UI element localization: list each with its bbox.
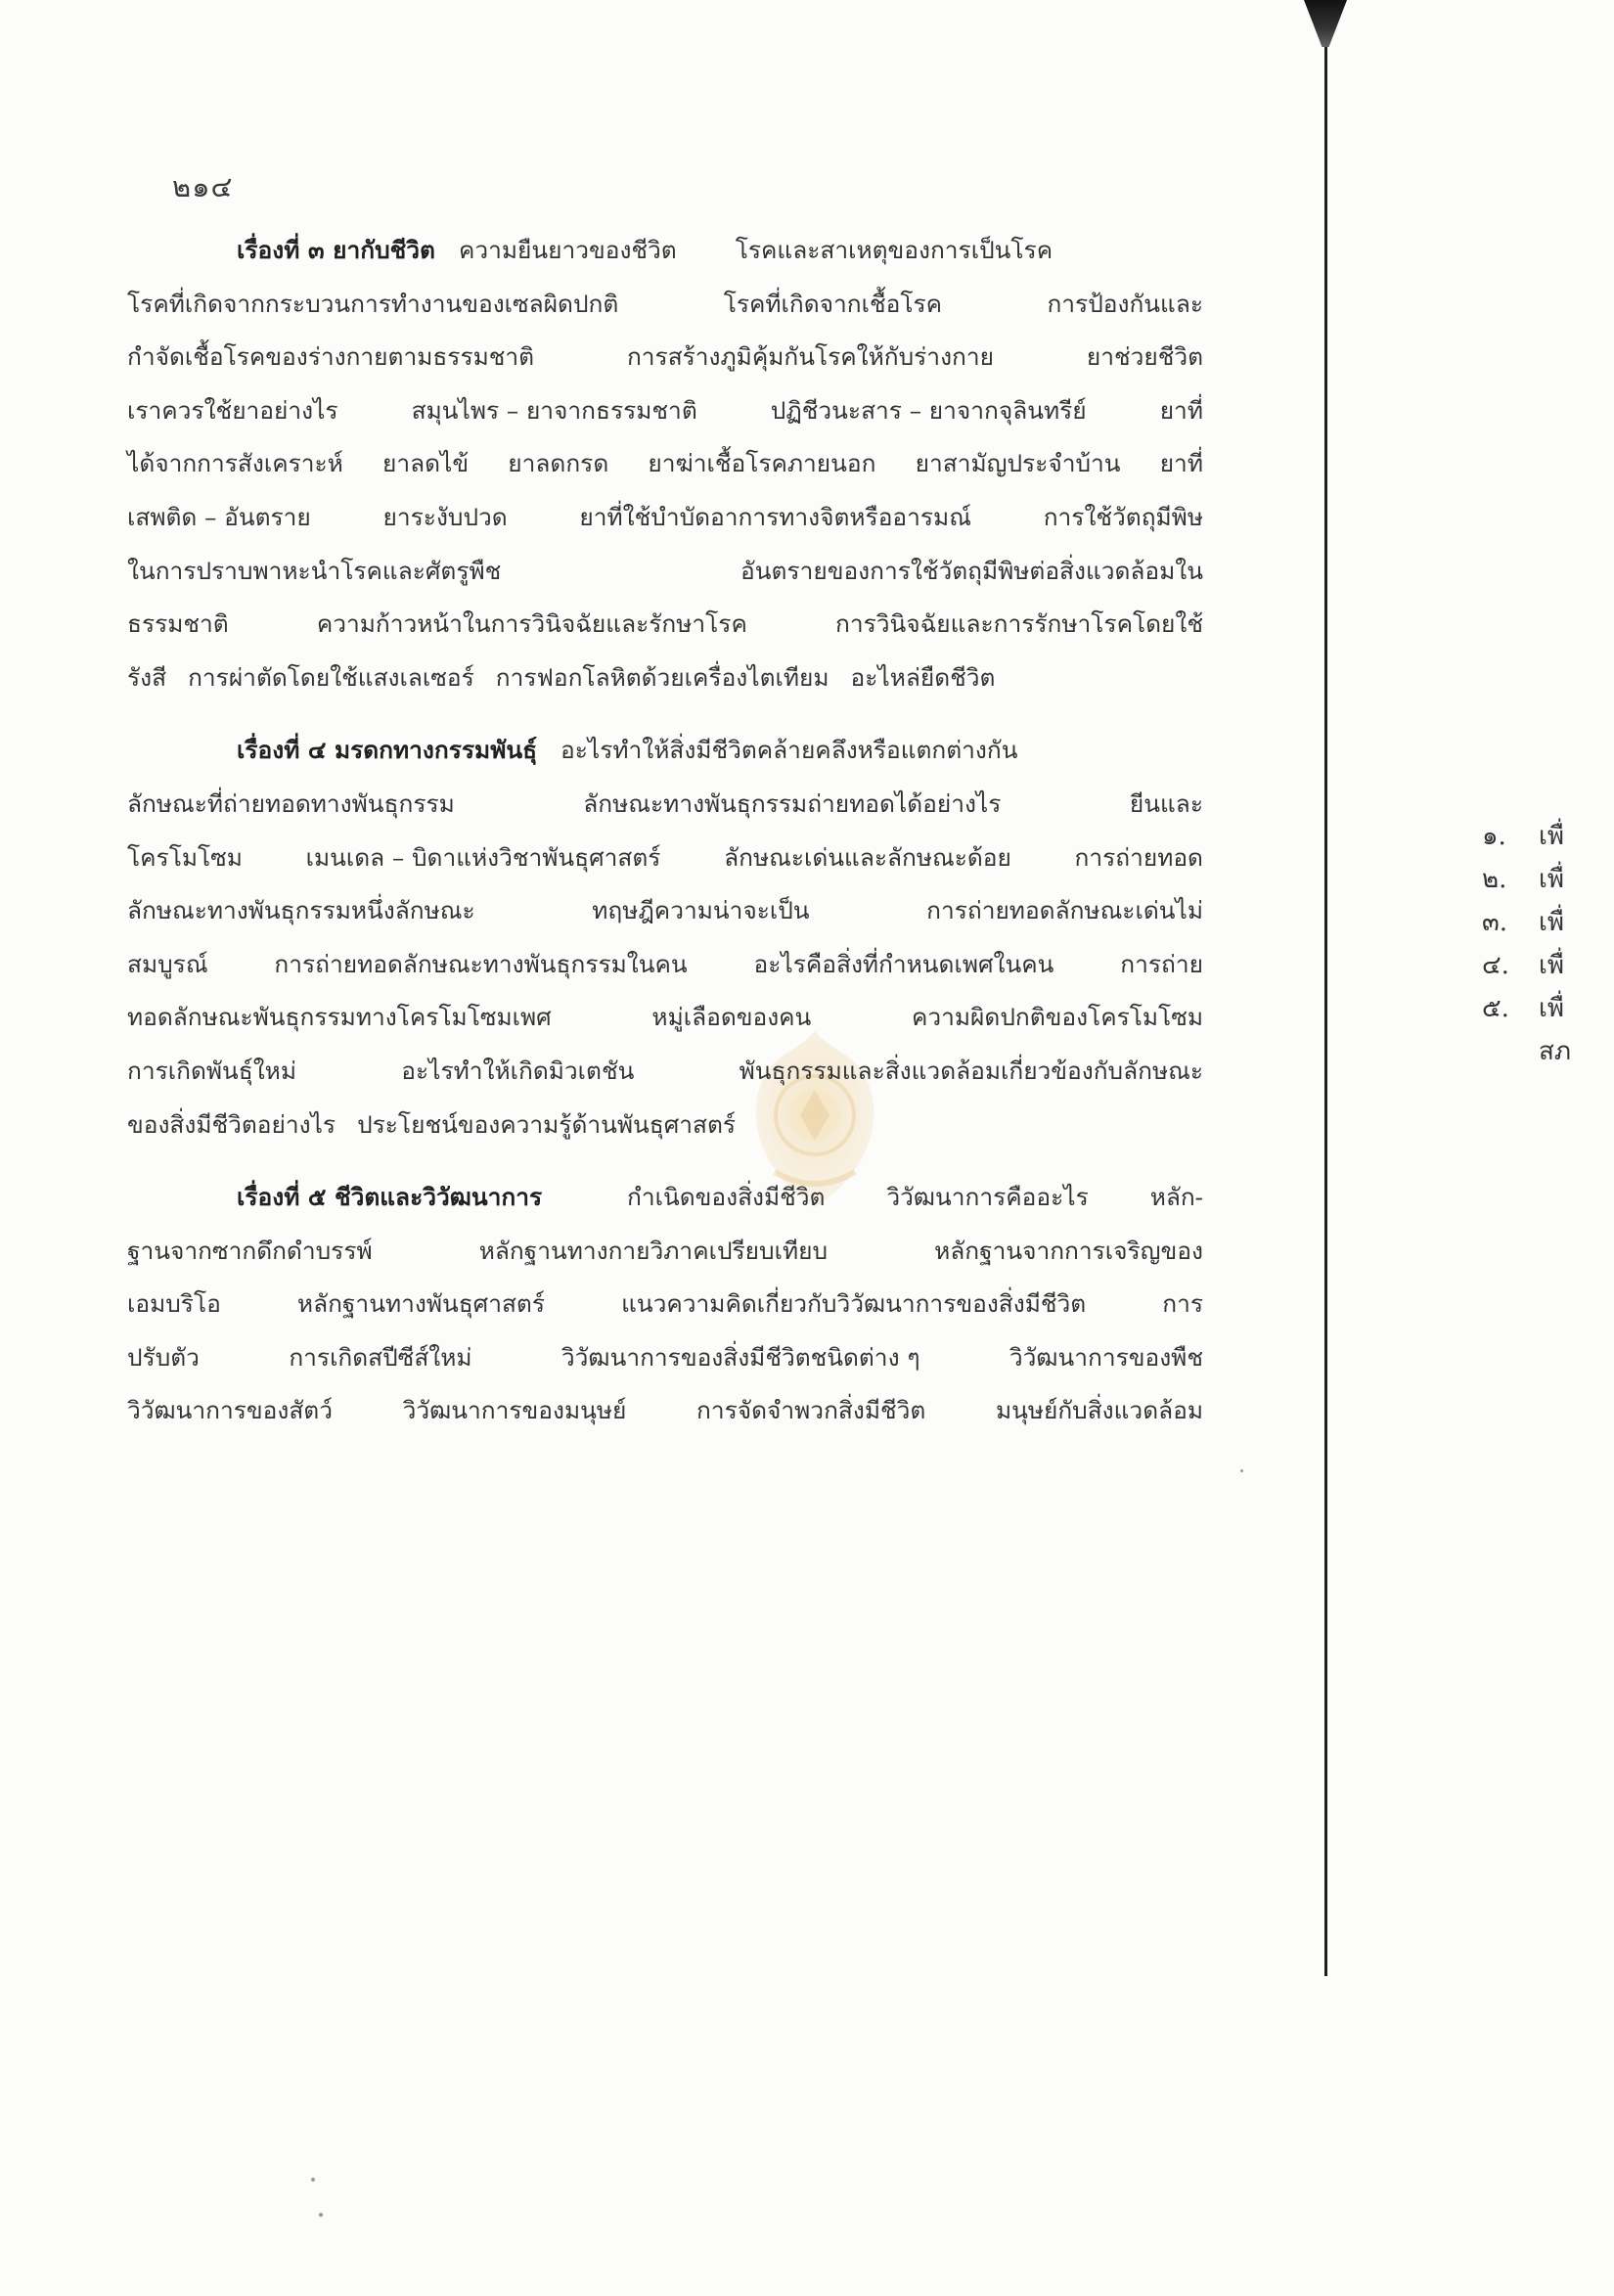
- text-segment: ของสิ่งมีชีวิตอย่างไร: [127, 1109, 336, 1139]
- list-item: [1482, 902, 1599, 945]
- list-number: ๕.: [1482, 994, 1509, 1023]
- text-segment: ยาช่วยชีวิต: [1086, 342, 1203, 372]
- text-segment: ปรับตัว: [127, 1342, 200, 1372]
- text-line: [127, 285, 1203, 338]
- text-segment: การถ่ายทอดลักษณะทางพันธุกรรมในคน: [274, 949, 688, 978]
- text-line: [127, 391, 1203, 445]
- list-text: เพื่: [1539, 822, 1565, 851]
- text-line: [127, 1284, 1203, 1338]
- text-line: [127, 605, 1203, 658]
- text-segment: หลักฐานทางกายวิภาคเปรียบเทียบ: [478, 1236, 829, 1265]
- text-segment: วิวัฒนาการของมนุษย์: [402, 1396, 627, 1425]
- text-segment: ทอดลักษณะพันธุกรรมทางโครโมโซมเพศ: [127, 1003, 552, 1032]
- section-heading: เรื่องที่ ๕ ชีวิตและวิวัฒนาการ: [237, 1183, 543, 1212]
- text-segment: การเกิดพันธุ์ใหม่: [127, 1056, 296, 1085]
- text-segment: หลัก-: [1149, 1183, 1203, 1212]
- text-line: [127, 338, 1203, 391]
- text-segment: วิวัฒนาการของสัตว์: [127, 1396, 333, 1425]
- text-segment: ยีนและ: [1129, 788, 1203, 818]
- text-segment: ประโยชน์ของความรู้ด้านพันธุศาสตร์: [357, 1109, 737, 1139]
- list-text: สภ: [1539, 1037, 1572, 1066]
- text-segment: กำจัดเชื้อโรคของร่างกายตามธรรมชาติ: [127, 342, 535, 372]
- text-segment: ความผิดปกติของโครโมโซม: [912, 1003, 1203, 1032]
- list-number: ๒.: [1482, 865, 1507, 894]
- text-line: [127, 658, 1203, 712]
- text-segment: ในการปราบพาหะนำโรคและศัตรูพืช: [127, 556, 502, 585]
- list-text: เพื่: [1539, 908, 1565, 937]
- binding-edge-top: [1304, 0, 1347, 47]
- text-segment: มนุษย์กับสิ่งแวดล้อม: [995, 1396, 1203, 1425]
- text-segment: เราควรใช้ยาอย่างไร: [127, 395, 338, 425]
- text-segment: ยาสามัญประจำบ้าน: [915, 449, 1121, 478]
- list-number: ๔.: [1482, 951, 1509, 980]
- text-line: [127, 945, 1203, 999]
- text-segment: ได้จากการสังเคราะห์: [127, 449, 343, 478]
- list-item: [1482, 859, 1599, 902]
- text-line: [127, 838, 1203, 892]
- section-first-line: [127, 1178, 1203, 1232]
- text-segment: อันตรายของการใช้วัตถุมีพิษต่อสิ่งแวดล้อมใน: [740, 556, 1203, 585]
- text-segment: ธรรมชาติ: [127, 609, 229, 639]
- text-segment: ปฏิชีวนะสาร – ยาจากจุลินทรีย์: [770, 395, 1087, 425]
- text-segment: ลักษณะเด่นและลักษณะด้อย: [724, 842, 1011, 872]
- list-number: ๓.: [1482, 908, 1508, 937]
- text-segment: การถ่ายทอดลักษณะเด่นไม่: [926, 896, 1203, 925]
- list-text: เพื่: [1539, 865, 1565, 894]
- text-segment: การถ่ายทอด: [1074, 842, 1203, 872]
- text-segment: โรคและสาเหตุของการเป็นโรค: [735, 236, 1054, 264]
- text-segment: การวินิจฉัยและการรักษาโรคโดยใช้: [835, 609, 1203, 639]
- list-item: [1482, 988, 1599, 1031]
- page-number: ๒๑๔: [172, 170, 234, 203]
- text-segment: หลักฐานจากการเจริญของ: [934, 1236, 1203, 1265]
- text-segment: การสร้างภูมิคุ้มกันโรคให้กับร่างกาย: [626, 342, 994, 372]
- text-segment: โครโมโซม: [127, 842, 243, 872]
- text-line: [127, 1052, 1203, 1105]
- text-segment: แนวความคิดเกี่ยวกับวิวัฒนาการของสิ่งมีชีวิต: [621, 1289, 1087, 1319]
- text-segment: ยาลดไข้: [382, 449, 470, 478]
- section-first-line: [127, 731, 1203, 785]
- text-segment: ยาที่ใช้บำบัดอาการทางจิตหรืออารมณ์: [579, 502, 971, 531]
- text-segment: พันธุกรรมและสิ่งแวดล้อมเกี่ยวข้องกับลักษณะ: [739, 1056, 1203, 1085]
- text-segment: สมบูรณ์: [127, 949, 208, 978]
- text-segment: ทฤษฎีความน่าจะเป็น: [592, 896, 810, 925]
- text-line: [127, 1391, 1203, 1445]
- facing-page-list: [1482, 816, 1599, 1074]
- text-line: [127, 998, 1203, 1052]
- text-segment: เอมบริโอ: [127, 1289, 221, 1319]
- text-line: [127, 891, 1203, 945]
- list-item: [1482, 945, 1599, 988]
- text-segment: ยาฆ่าเชื้อโรคภายนอก: [648, 449, 876, 478]
- list-number: ๑.: [1482, 822, 1506, 851]
- text-line: [127, 1105, 1203, 1159]
- scan-speck: [319, 2213, 323, 2217]
- text-segment: หมู่เลือดของคน: [651, 1003, 812, 1032]
- list-item: [1482, 1031, 1599, 1074]
- text-segment: เมนเดล – บิดาแห่งวิชาพันธุศาสตร์: [305, 842, 661, 872]
- text-segment: ความก้าวหน้าในการวินิจฉัยและรักษาโรค: [316, 609, 747, 639]
- text-segment: หลักฐานทางพันธุศาสตร์: [296, 1289, 545, 1319]
- text-segment: การป้องกันและ: [1047, 289, 1203, 318]
- text-segment: วิวัฒนาการของสิ่งมีชีวิตชนิดต่าง ๆ: [560, 1342, 920, 1372]
- text-segment: ยาที่: [1159, 449, 1203, 478]
- scan-speck: [1240, 1469, 1243, 1472]
- list-item: [1482, 816, 1599, 859]
- list-text: เพื่: [1539, 994, 1565, 1023]
- text-line: [127, 552, 1203, 606]
- text-line: [127, 1232, 1203, 1285]
- text-line: [127, 785, 1203, 838]
- text-segment: ยาลดกรด: [508, 449, 609, 478]
- text-segment: การเกิดสปีซีส์ใหม่: [289, 1342, 472, 1372]
- text-segment: โรคที่เกิดจากเชื้อโรค: [723, 289, 943, 318]
- text-segment: โรคที่เกิดจากกระบวนการทำงานของเซลผิดปกติ: [127, 289, 619, 318]
- list-text: เพื่: [1539, 951, 1565, 980]
- text-segment: เสพติด – อันตราย: [127, 502, 311, 531]
- text-segment: รังสี: [127, 662, 167, 692]
- text-segment: การใช้วัตถุมีพิษ: [1043, 502, 1203, 531]
- text-segment: อะไรทำให้เกิดมิวเตชัน: [401, 1056, 635, 1085]
- text-segment: วิวัฒนาการคืออะไร: [886, 1183, 1089, 1212]
- main-text-column: [127, 231, 1203, 1464]
- text-segment: อะไรทำให้สิ่งมีชีวิตคล้ายคลึงหรือแตกต่างกัน: [560, 736, 1018, 765]
- section-3: [127, 231, 1203, 711]
- text-segment: ยาที่: [1159, 395, 1203, 425]
- section-heading: เรื่องที่ ๓ ยากับชีวิต: [237, 236, 435, 264]
- section-4: [127, 731, 1203, 1158]
- text-segment: วิวัฒนาการของพืช: [1009, 1342, 1203, 1372]
- text-line: [127, 498, 1203, 552]
- text-segment: การ: [1162, 1289, 1203, 1319]
- text-segment: กำเนิดของสิ่งมีชีวิต: [627, 1183, 826, 1212]
- text-segment: การผ่าตัดโดยใช้แสงเลเซอร์: [188, 662, 474, 692]
- text-line: [127, 444, 1203, 498]
- text-segment: ลักษณะทางพันธุกรรมถ่ายทอดได้อย่างไร: [583, 788, 1002, 818]
- text-segment: การจัดจำพวกสิ่งมีชีวิต: [696, 1396, 926, 1425]
- text-segment: อะไหล่ยืดชีวิต: [850, 662, 996, 692]
- section-5: [127, 1178, 1203, 1445]
- text-segment: การถ่าย: [1120, 949, 1203, 978]
- section-first-line: [127, 231, 1203, 285]
- page-fold-line: [1324, 47, 1327, 1976]
- scan-speck: [311, 2178, 315, 2182]
- text-line: [127, 1338, 1203, 1392]
- text-segment: ลักษณะทางพันธุกรรมหนึ่งลักษณะ: [127, 896, 475, 925]
- text-segment: ฐานจากซากดึกดำบรรพ์: [127, 1236, 373, 1265]
- text-segment: สมุนไพร – ยาจากธรรมชาติ: [411, 395, 697, 425]
- section-heading: เรื่องที่ ๔ มรดกทางกรรมพันธุ์: [237, 736, 538, 765]
- text-segment: ความยืนยาวของชีวิต: [458, 236, 677, 264]
- text-segment: อะไรคือสิ่งที่กำหนดเพศในคน: [753, 949, 1054, 978]
- text-segment: การฟอกโลหิตด้วยเครื่องไตเทียม: [495, 662, 829, 692]
- text-segment: ลักษณะที่ถ่ายทอดทางพันธุกรรม: [127, 788, 455, 818]
- text-segment: ยาระงับปวด: [382, 502, 508, 531]
